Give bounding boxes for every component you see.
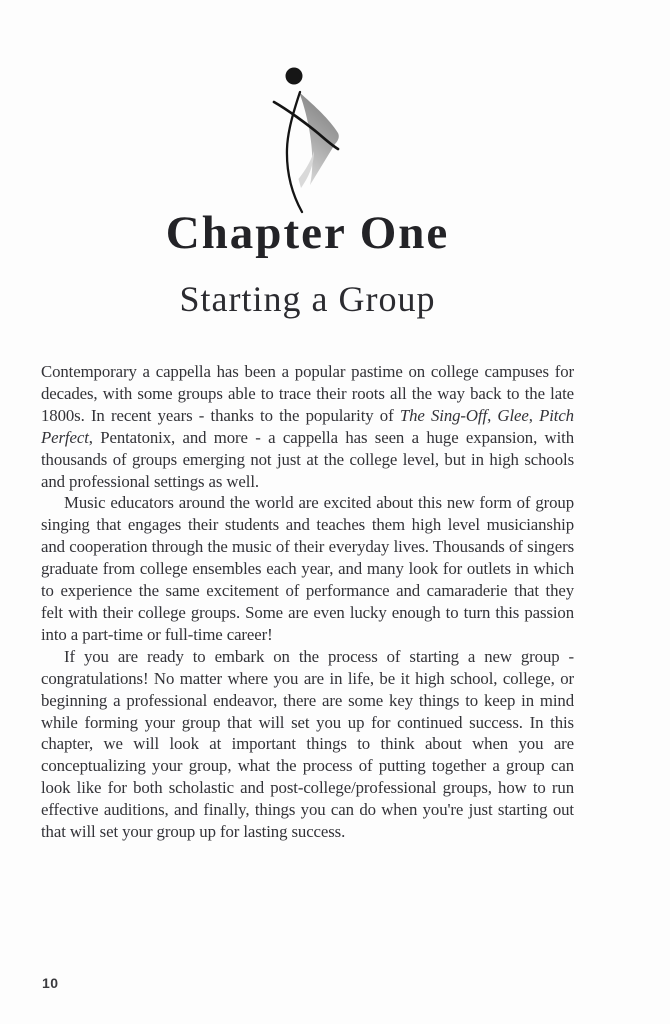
dancer-figure-logo-icon xyxy=(250,55,370,220)
title-pitch-perfect: Pitch Perfect xyxy=(41,405,574,447)
paragraph-1-text: Contemporary a cappella has been a popular pastime on college campuses for decades, with some groups able to trace their roots all the way back to the late 1800s. In recent years - thanks to the popularity of xyxy=(41,362,574,425)
body-text xyxy=(41,361,574,843)
title-the-sing-off: The Sing-Off xyxy=(399,405,488,425)
logo-head-dot xyxy=(286,68,303,85)
chapter-heading: Chapter One xyxy=(165,207,450,259)
paragraph-2: Music educators around the world are excited about this new form of group singing that engages their students and teaches them high level musicianship and cooperation through the music of their everyday lives. Thousands of singers graduate from college ensembles each year, and many look for outlets in which to experience the same excitement of performance and camaraderie that they felt with their college groups. Some are even lucky enough to turn this passion into a part-time or full-time career! xyxy=(41,493,574,644)
page-number: 10 xyxy=(42,975,59,991)
paragraph-1-text: , xyxy=(528,405,540,425)
paragraph-1-text: , Pentatonix, and more - a cappella has seen a huge expansion, with thousands of groups emerging not just at the college level, but in high schools and professional settings as well. xyxy=(41,427,574,491)
paragraph-3: If you are ready to embark on the process of starting a new group - congratulations! No matter where you are in life, be it high school, college, or beginning a professional endeavor, there are some key things to keep in mind while forming your group that will set you up for continued success. In this chapter, we will look at important things to think about when you are conceptualizing your group, what the process of putting together a group can look like for both scholastic and post-college/professional groups, how to run effective auditions, and finally, things you can do when you're just starting out that will set your group up for lasting success. xyxy=(41,646,574,842)
paragraph-1 xyxy=(41,361,574,492)
title-glee: Glee xyxy=(497,405,529,425)
logo-sail-tail-shape xyxy=(299,151,315,188)
paragraph-1-text: , xyxy=(487,405,498,425)
chapter-title: Starting a Group xyxy=(179,279,436,319)
